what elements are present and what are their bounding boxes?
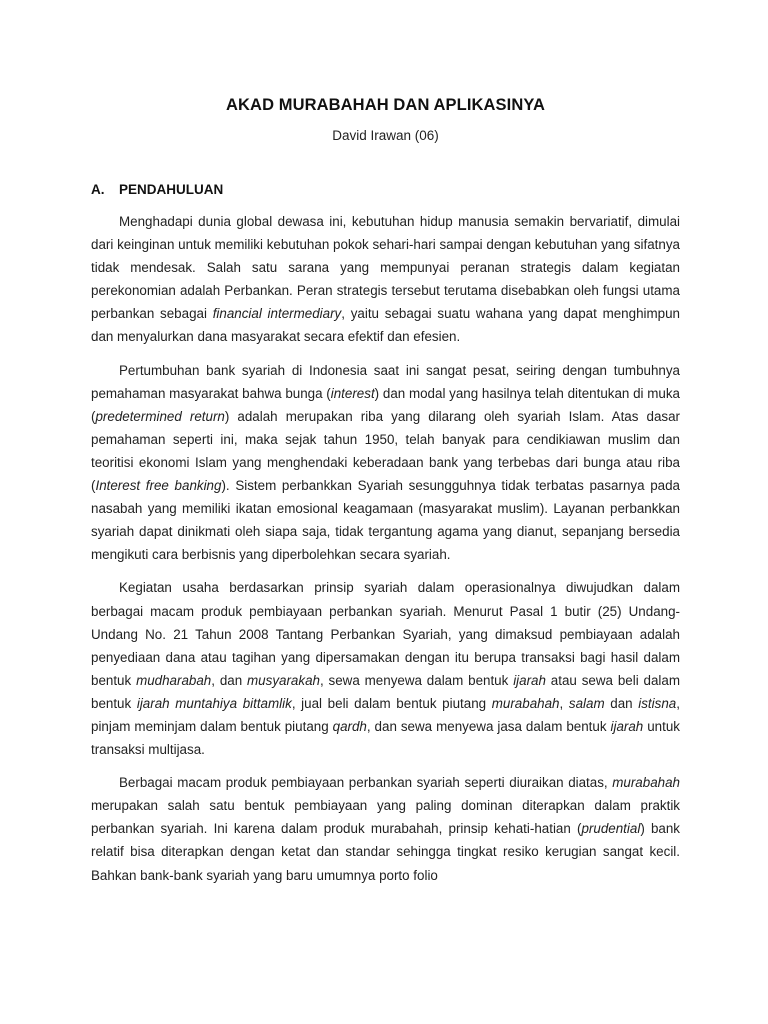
italic-term: financial intermediary <box>212 306 342 322</box>
text-run: ) dan modal yang hasilnya telah ditentukan di muka ( <box>91 385 680 424</box>
italic-term: murabahah <box>612 775 680 791</box>
text-run: merupakan salah satu bentuk pembiayaan yang paling dominan diterapkan dalam praktik perbankan syariah. Ini karena dalam produk murabahah, prinsip kehati-hatian ( <box>91 798 680 837</box>
text-run: untuk transaksi multijasa. <box>91 718 680 758</box>
text-run: , pinjam meminjam dalam bentuk piutang <box>91 695 680 734</box>
text-run: ) adalah merupakan riba yang dilarang oleh syariah Islam. Atas dasar pemahaman seperti ini, maka sejak tahun 1950, telah banyak para cendikiawan muslim dan teoritisi ekonomi Islam yang menghendaki keberadaan bank yang terbebas dari bunga atau riba ( <box>91 408 681 494</box>
text-run: Menghadapi dunia global dewasa ini, kebutuhan hidup manusia semakin bervariatif, dimulai dari keinginan untuk memiliki kebutuhan pokok sehari-hari sampai dengan kebutuhan yang sifatnya tidak mendesak. Salah satu sarana yang mempunyai peranan strategis dalam kegiatan perekonomian adalah Perbankan. Peran strategis tersebut terutama disebabkan oleh fungsi utama perbankan sebagai <box>91 214 680 322</box>
paragraph-2 <box>91 359 680 567</box>
text-run: , yaitu sebagai suatu wahana yang dapat menghimpun dan menyalurkan dana masyarakat secara efektif dan efesien. <box>91 306 680 345</box>
document-body <box>91 200 680 887</box>
italic-term: murabahah <box>491 695 560 711</box>
text-run: , <box>559 695 569 711</box>
italic-term: ijarah muntahiya bittamlik <box>136 695 292 711</box>
italic-term: interest <box>330 385 375 401</box>
section-title: PENDAHULUAN <box>119 182 224 197</box>
paragraph-4 <box>91 771 680 886</box>
text-run: ) bank relatif bisa diterapkan dengan ketat dan standar sehingga tingkat resiko kerugian sangat kecil. Bahkan bank-bank syariah yang baru umumnya porto folio <box>91 821 681 883</box>
text-run: , dan sewa menyewa jasa dalam bentuk <box>366 718 611 734</box>
text-run: , dan <box>211 672 248 688</box>
section-number: A. <box>91 182 105 197</box>
italic-term: ijarah <box>513 672 546 688</box>
text-run: , sewa menyewa dalam bentuk <box>319 672 514 688</box>
text-run: ). Sistem perbankkan Syariah sesungguhnya tidak terbatas pasarnya pada nasabah yang memiliki ikatan emosional keagamaan (masyarakat muslim). Layanan perbankkan syariah dapat dinikmati oleh siapa saja, tidak tergantung agama yang dianut, sepanjang bersedia mengikuti cara berbisnis yang diperbolehkan secara syariah. <box>91 478 680 563</box>
text-run: Berbagai macam produk pembiayaan perbankan syariah seperti diuraikan diatas, <box>119 775 613 791</box>
italic-term: salam <box>568 695 605 711</box>
paragraph-1 <box>91 210 680 349</box>
document-author: David Irawan (06) <box>332 128 439 143</box>
italic-term: Interest free banking <box>95 478 222 494</box>
section-heading <box>91 146 680 200</box>
italic-term: mudharabah <box>136 672 212 688</box>
text-run: atau sewa beli dalam bentuk <box>91 672 680 711</box>
text-run: dan <box>604 695 639 711</box>
italic-term: prudential <box>581 821 641 837</box>
text-run: Kegiatan usaha berdasarkan prinsip syariah dalam operasionalnya diwujudkan dalam berbagai macam produk pembiayaan perbankan syariah. Menurut Pasal 1 butir (25) Undang-Undang No. 21 Tahun 2008 Tantang Perbankan Syariah, yang dimaksud pembiayaan adalah penyediaan dana atau tagihan yang dipersamakan dengan itu berupa transaksi bagi hasil dalam bentuk <box>91 580 680 688</box>
italic-term: istisna <box>638 695 677 711</box>
text-run: , jual beli dalam bentuk piutang <box>291 695 492 711</box>
italic-term: ijarah <box>610 718 644 734</box>
italic-term: predetermined return <box>95 408 225 424</box>
italic-term: qardh <box>332 718 367 734</box>
italic-term: musyarakah <box>247 672 320 688</box>
paragraph-3 <box>91 576 680 761</box>
document-title: AKAD MURABAHAH DAN APLIKASINYA <box>226 96 545 114</box>
text-run: Pertumbuhan bank syariah di Indonesia saat ini sangat pesat, seiring dengan tumbuhnya pemahaman masyarakat bahwa bunga ( <box>91 362 680 401</box>
